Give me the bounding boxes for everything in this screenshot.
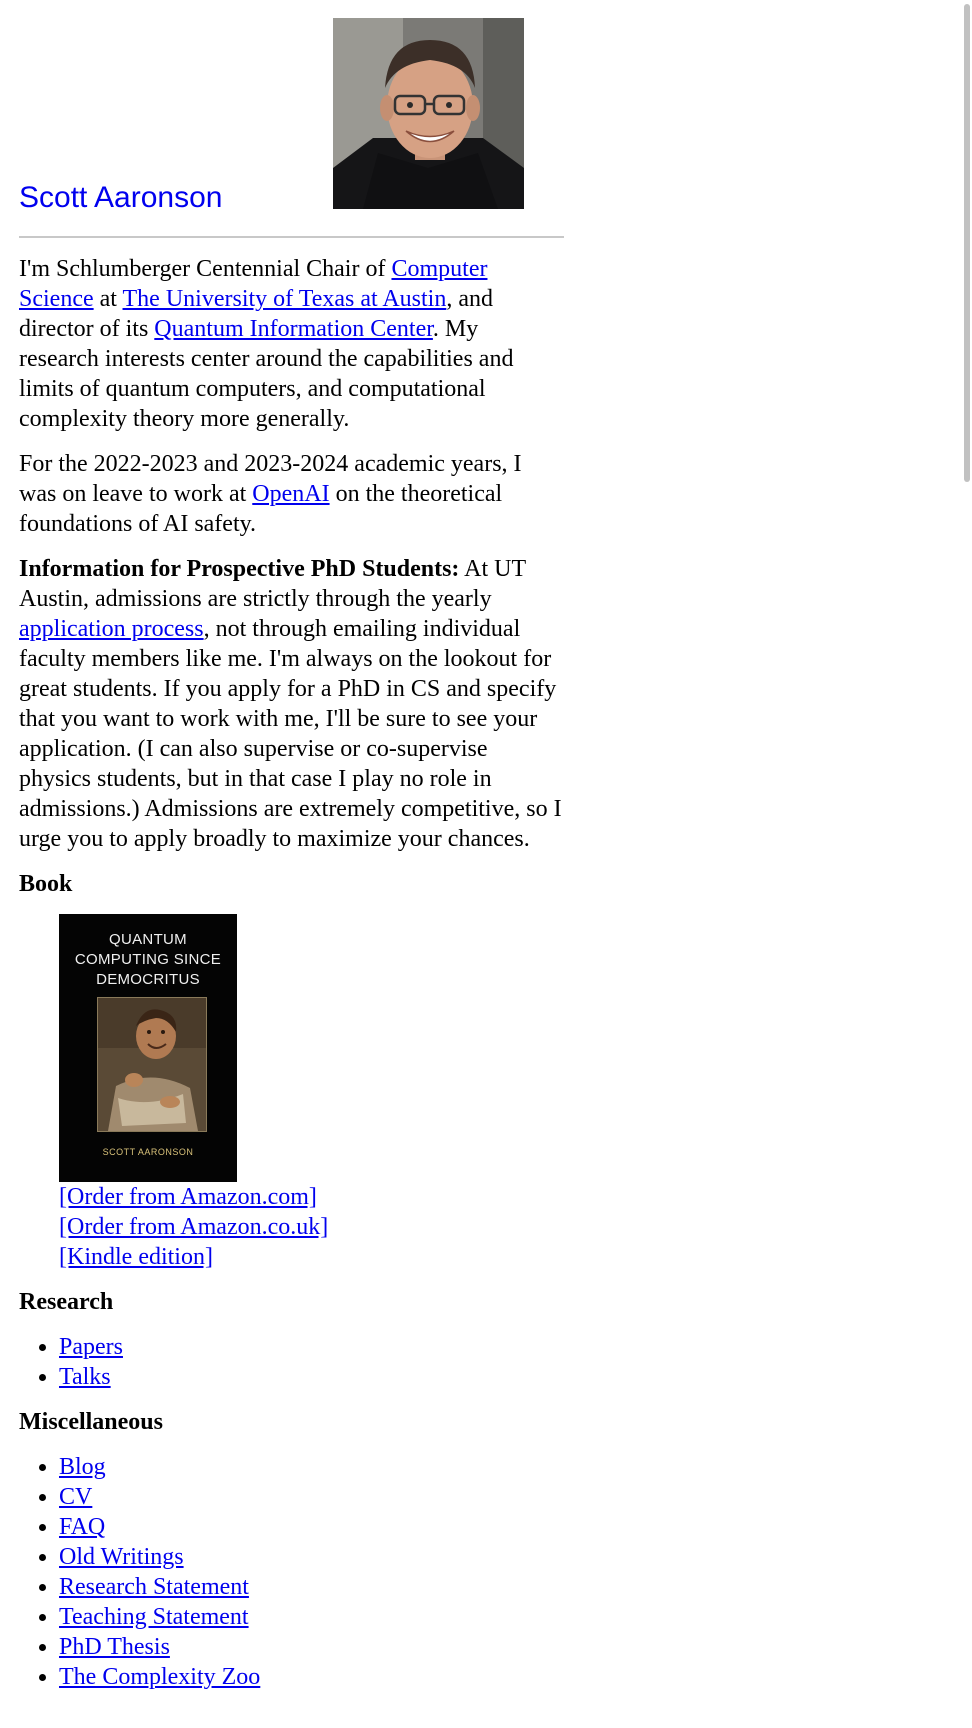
book-cover-author: SCOTT AARONSON: [102, 1147, 194, 1157]
miscellaneous-heading: Miscellaneous: [19, 1409, 163, 1435]
list-item: [59, 1662, 564, 1692]
intro-text: , and director of its: [19, 286, 493, 342]
list-item: [59, 1332, 564, 1362]
miscellaneous-list: [19, 1452, 564, 1692]
list-item: [59, 1572, 564, 1602]
intro-paragraph: [19, 254, 564, 434]
order-amazon-com-link[interactable]: [Order from Amazon.com]: [59, 1184, 317, 1210]
list-item: [59, 1452, 564, 1482]
old-writings-link[interactable]: Old Writings: [59, 1544, 184, 1570]
kindle-edition-link[interactable]: [Kindle edition]: [59, 1244, 213, 1270]
main-content: [19, 238, 564, 1692]
phd-text: , not through emailing individual faculty members like me. I'm always on the lookout for great students. If you apply for a PhD in CS and specify that you want to work with me, I'll be sure to see your application. (I can also supervise or co-supervise physics students, but in that case I play no role in admissions.) Admissions are extremely competitive, so I urge you to apply broadly to maximize your chances.: [19, 616, 562, 852]
book-cover-painting: [97, 997, 207, 1132]
page-header: [19, 0, 564, 238]
research-heading: Research: [19, 1289, 114, 1315]
profile-photo: [333, 18, 524, 209]
quantum-information-center-link[interactable]: Quantum Information Center: [154, 316, 433, 342]
order-amazon-co-uk-link[interactable]: [Order from Amazon.co.uk]: [59, 1214, 329, 1240]
research-list: [19, 1332, 564, 1392]
list-item: [59, 1632, 564, 1662]
leave-paragraph: [19, 449, 564, 539]
book-section: [59, 914, 564, 1272]
phd-text: At UT Austin, admissions are strictly through the yearly: [19, 556, 526, 612]
list-item: [59, 1512, 564, 1542]
list-item: [59, 1362, 564, 1392]
complexity-zoo-link[interactable]: The Complexity Zoo: [59, 1664, 261, 1690]
header-divider: [19, 236, 564, 238]
phd-students-paragraph: [19, 554, 564, 854]
leave-text: on the theoretical foundations of AI safety.: [19, 481, 503, 537]
faq-link[interactable]: FAQ: [59, 1514, 106, 1540]
intro-text: I'm Schlumberger Centennial Chair of: [19, 256, 392, 282]
teaching-statement-link[interactable]: Teaching Statement: [59, 1604, 249, 1630]
intro-text: at: [93, 286, 123, 312]
book-links: [59, 1182, 564, 1272]
portrait-image: [333, 18, 524, 209]
openai-link[interactable]: OpenAI: [252, 481, 330, 507]
cover-title-line: QUANTUM: [109, 931, 187, 948]
homepage: [19, 0, 564, 1707]
application-process-link[interactable]: application process: [19, 616, 204, 642]
cover-title-line: DEMOCRITUS: [96, 971, 200, 988]
papers-link[interactable]: Papers: [59, 1334, 123, 1360]
cv-link[interactable]: CV: [59, 1484, 93, 1510]
vertical-scrollbar[interactable]: [962, 0, 972, 1728]
talks-link[interactable]: Talks: [59, 1364, 111, 1390]
phd-thesis-link[interactable]: PhD Thesis: [59, 1634, 170, 1660]
book-heading: Book: [19, 871, 73, 897]
painting-image: [98, 998, 206, 1131]
list-item: [59, 1542, 564, 1572]
cover-title-line: COMPUTING SINCE: [74, 951, 222, 968]
leave-text: For the 2022-2023 and 2023-2024 academic years, I was on leave to work at: [19, 451, 522, 507]
computer-science-link[interactable]: Computer Science: [19, 256, 488, 312]
scrollbar-thumb[interactable]: [964, 4, 970, 482]
blog-link[interactable]: Blog: [59, 1454, 106, 1480]
phd-students-heading: Information for Prospective PhD Students:: [19, 556, 460, 582]
list-item: [59, 1482, 564, 1512]
intro-text: . My research interests center around the capabilities and limits of quantum computers, and computational complexity theory more generally.: [19, 316, 514, 432]
list-item: [59, 1602, 564, 1632]
ut-austin-link[interactable]: The University of Texas at Austin: [122, 286, 447, 312]
name-link[interactable]: Scott Aaronson: [19, 181, 223, 214]
book-cover-title: [59, 930, 237, 990]
research-statement-link[interactable]: Research Statement: [59, 1574, 249, 1600]
book-cover-image[interactable]: [59, 914, 237, 1182]
